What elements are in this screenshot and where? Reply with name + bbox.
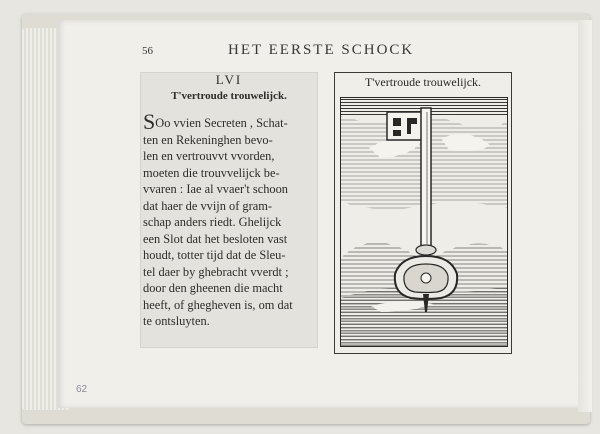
text-line: moeten die trouvvelijck be- xyxy=(143,165,280,180)
text-line xyxy=(143,109,319,134)
key-collar xyxy=(416,245,436,255)
emblem-motto: T'vertroude trouwelijck. xyxy=(171,90,287,102)
text-line: houdt, totter tijd dat de Sleu- xyxy=(143,248,286,262)
margin-pencil-note: 62 xyxy=(76,384,88,395)
text-line: dat haer de vvijn of gram- xyxy=(143,198,273,213)
text-line: te ontsluyten. xyxy=(143,314,210,328)
emblem-paragraph xyxy=(143,109,319,330)
key-illustration xyxy=(341,98,507,346)
emblem-plate xyxy=(334,72,512,354)
plate-caption: T'vertroude trouwelijck. xyxy=(364,75,482,89)
first-line-rest: Oo vvien Secreten , Schat- xyxy=(155,116,288,130)
running-head xyxy=(0,42,600,64)
drop-cap: S xyxy=(143,109,156,134)
emblem-text-block xyxy=(140,72,318,348)
page-gutter-right xyxy=(578,20,592,412)
emblem-number: LVI xyxy=(215,72,243,87)
text-line: tel daer by ghebracht vverdt ; xyxy=(143,264,289,279)
key-engraving xyxy=(340,97,508,347)
text-line: schap anders riedt. Ghelijck xyxy=(143,215,282,229)
text-line: ten en Rekeninghen bevo- xyxy=(143,132,273,147)
page-title: HET EERSTE SCHOCK xyxy=(228,42,415,58)
text-line: len en vertrouvvt vvorden, xyxy=(143,149,275,163)
text-line: vvaren : Iae al vvaer't schoon xyxy=(143,182,289,196)
key-bit xyxy=(387,112,423,140)
text-line: heeft, of ghegheven is, om dat xyxy=(143,297,293,312)
key-shaft xyxy=(421,108,431,248)
text-line: door den gheenen die macht xyxy=(143,281,283,295)
page-number: 56 xyxy=(142,45,153,57)
text-line: een Slot dat het besloten vast xyxy=(143,231,288,246)
